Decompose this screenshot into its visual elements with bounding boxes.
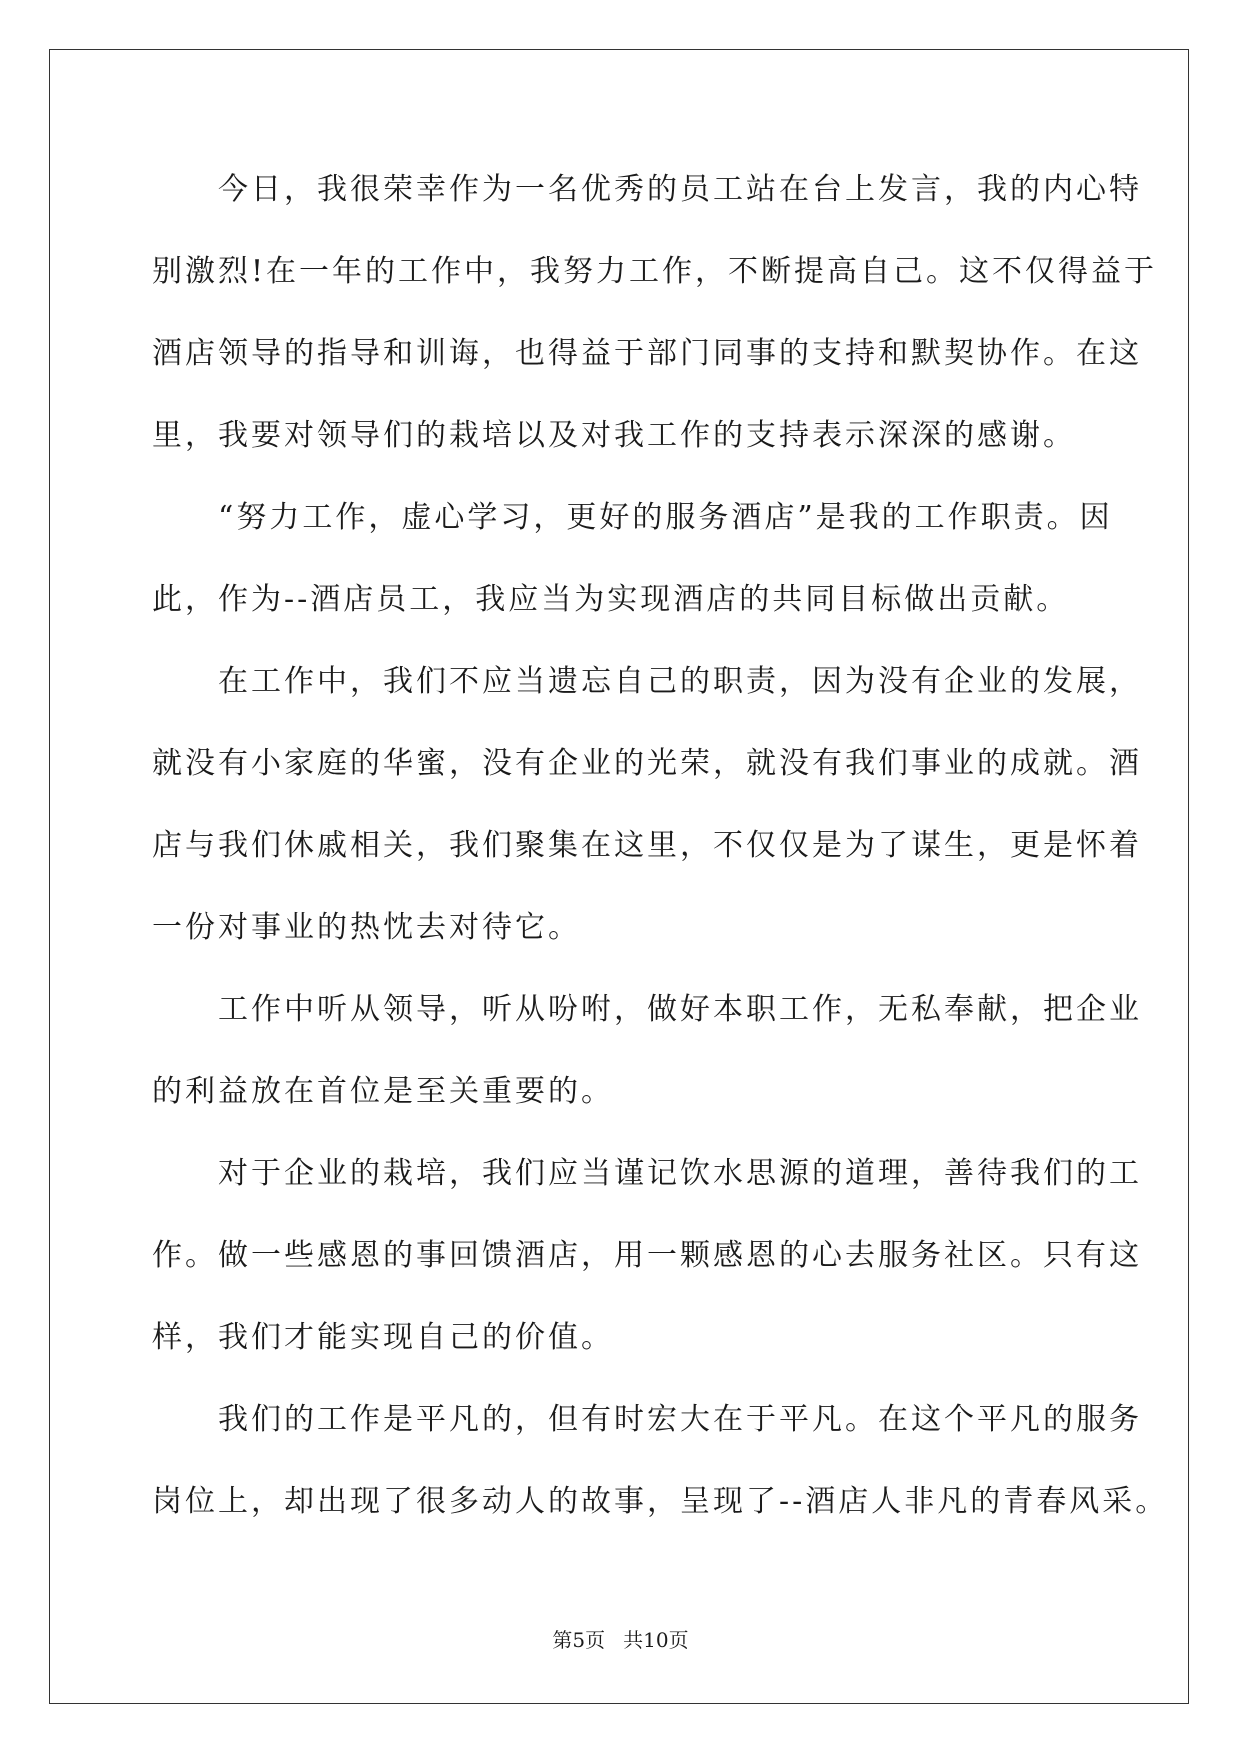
paragraph-6-line-2: 岗位上，却出现了很多动人的故事，呈现了--酒店人非凡的青春风采。 <box>152 1484 1169 1519</box>
page-number: 第5页 <box>552 1628 606 1652</box>
paragraph-4-line-1: 工作中听从领导，听从吩咐，做好本职工作，无私奉献，把企业 <box>218 992 1142 1027</box>
document-body <box>152 162 1169 1558</box>
paragraph-1-line-3: 酒店领导的指导和训诲，也得益于部门同事的支持和默契协作。在这 <box>152 336 1142 371</box>
paragraph-3-line-1: 在工作中，我们不应当遗忘自己的职责，因为没有企业的发展， <box>218 664 1142 699</box>
paragraph-4-line-2: 的利益放在首位是至关重要的。 <box>152 1074 614 1109</box>
paragraph-1-line-4: 里，我要对领导们的栽培以及对我工作的支持表示深深的感谢。 <box>152 418 1076 453</box>
paragraph-1-line-2: 别激烈!在一年的工作中，我努力工作，不断提高自己。这不仅得益于 <box>152 254 1158 289</box>
paragraph-2-line-1: “努力工作，虚心学习，更好的服务酒店”是我的工作职责。因 <box>218 500 1113 535</box>
paragraph-3-line-2: 就没有小家庭的华蜜，没有企业的光荣，就没有我们事业的成就。酒 <box>152 746 1142 781</box>
paragraph-2-line-2: 此，作为--酒店员工，我应当为实现酒店的共同目标做出贡献。 <box>152 582 1070 617</box>
paragraph-5-line-1: 对于企业的栽培，我们应当谨记饮水思源的道理，善待我们的工 <box>218 1156 1142 1191</box>
paragraph-6-line-1: 我们的工作是平凡的，但有时宏大在于平凡。在这个平凡的服务 <box>218 1402 1142 1437</box>
paragraph-5-line-2: 作。做一些感恩的事回馈酒店，用一颗感恩的心去服务社区。只有这 <box>152 1238 1142 1273</box>
page-total: 共10页 <box>623 1628 689 1652</box>
paragraph-1-line-1: 今日，我很荣幸作为一名优秀的员工站在台上发言，我的内心特 <box>218 172 1142 207</box>
paragraph-3-line-3: 店与我们休戚相关，我们聚集在这里，不仅仅是为了谋生，更是怀着 <box>152 828 1142 863</box>
paragraph-5-line-3: 样，我们才能实现自己的价值。 <box>152 1320 614 1355</box>
page-footer <box>0 1625 1241 1655</box>
paragraph-3-line-4: 一份对事业的热忱去对待它。 <box>152 910 581 945</box>
